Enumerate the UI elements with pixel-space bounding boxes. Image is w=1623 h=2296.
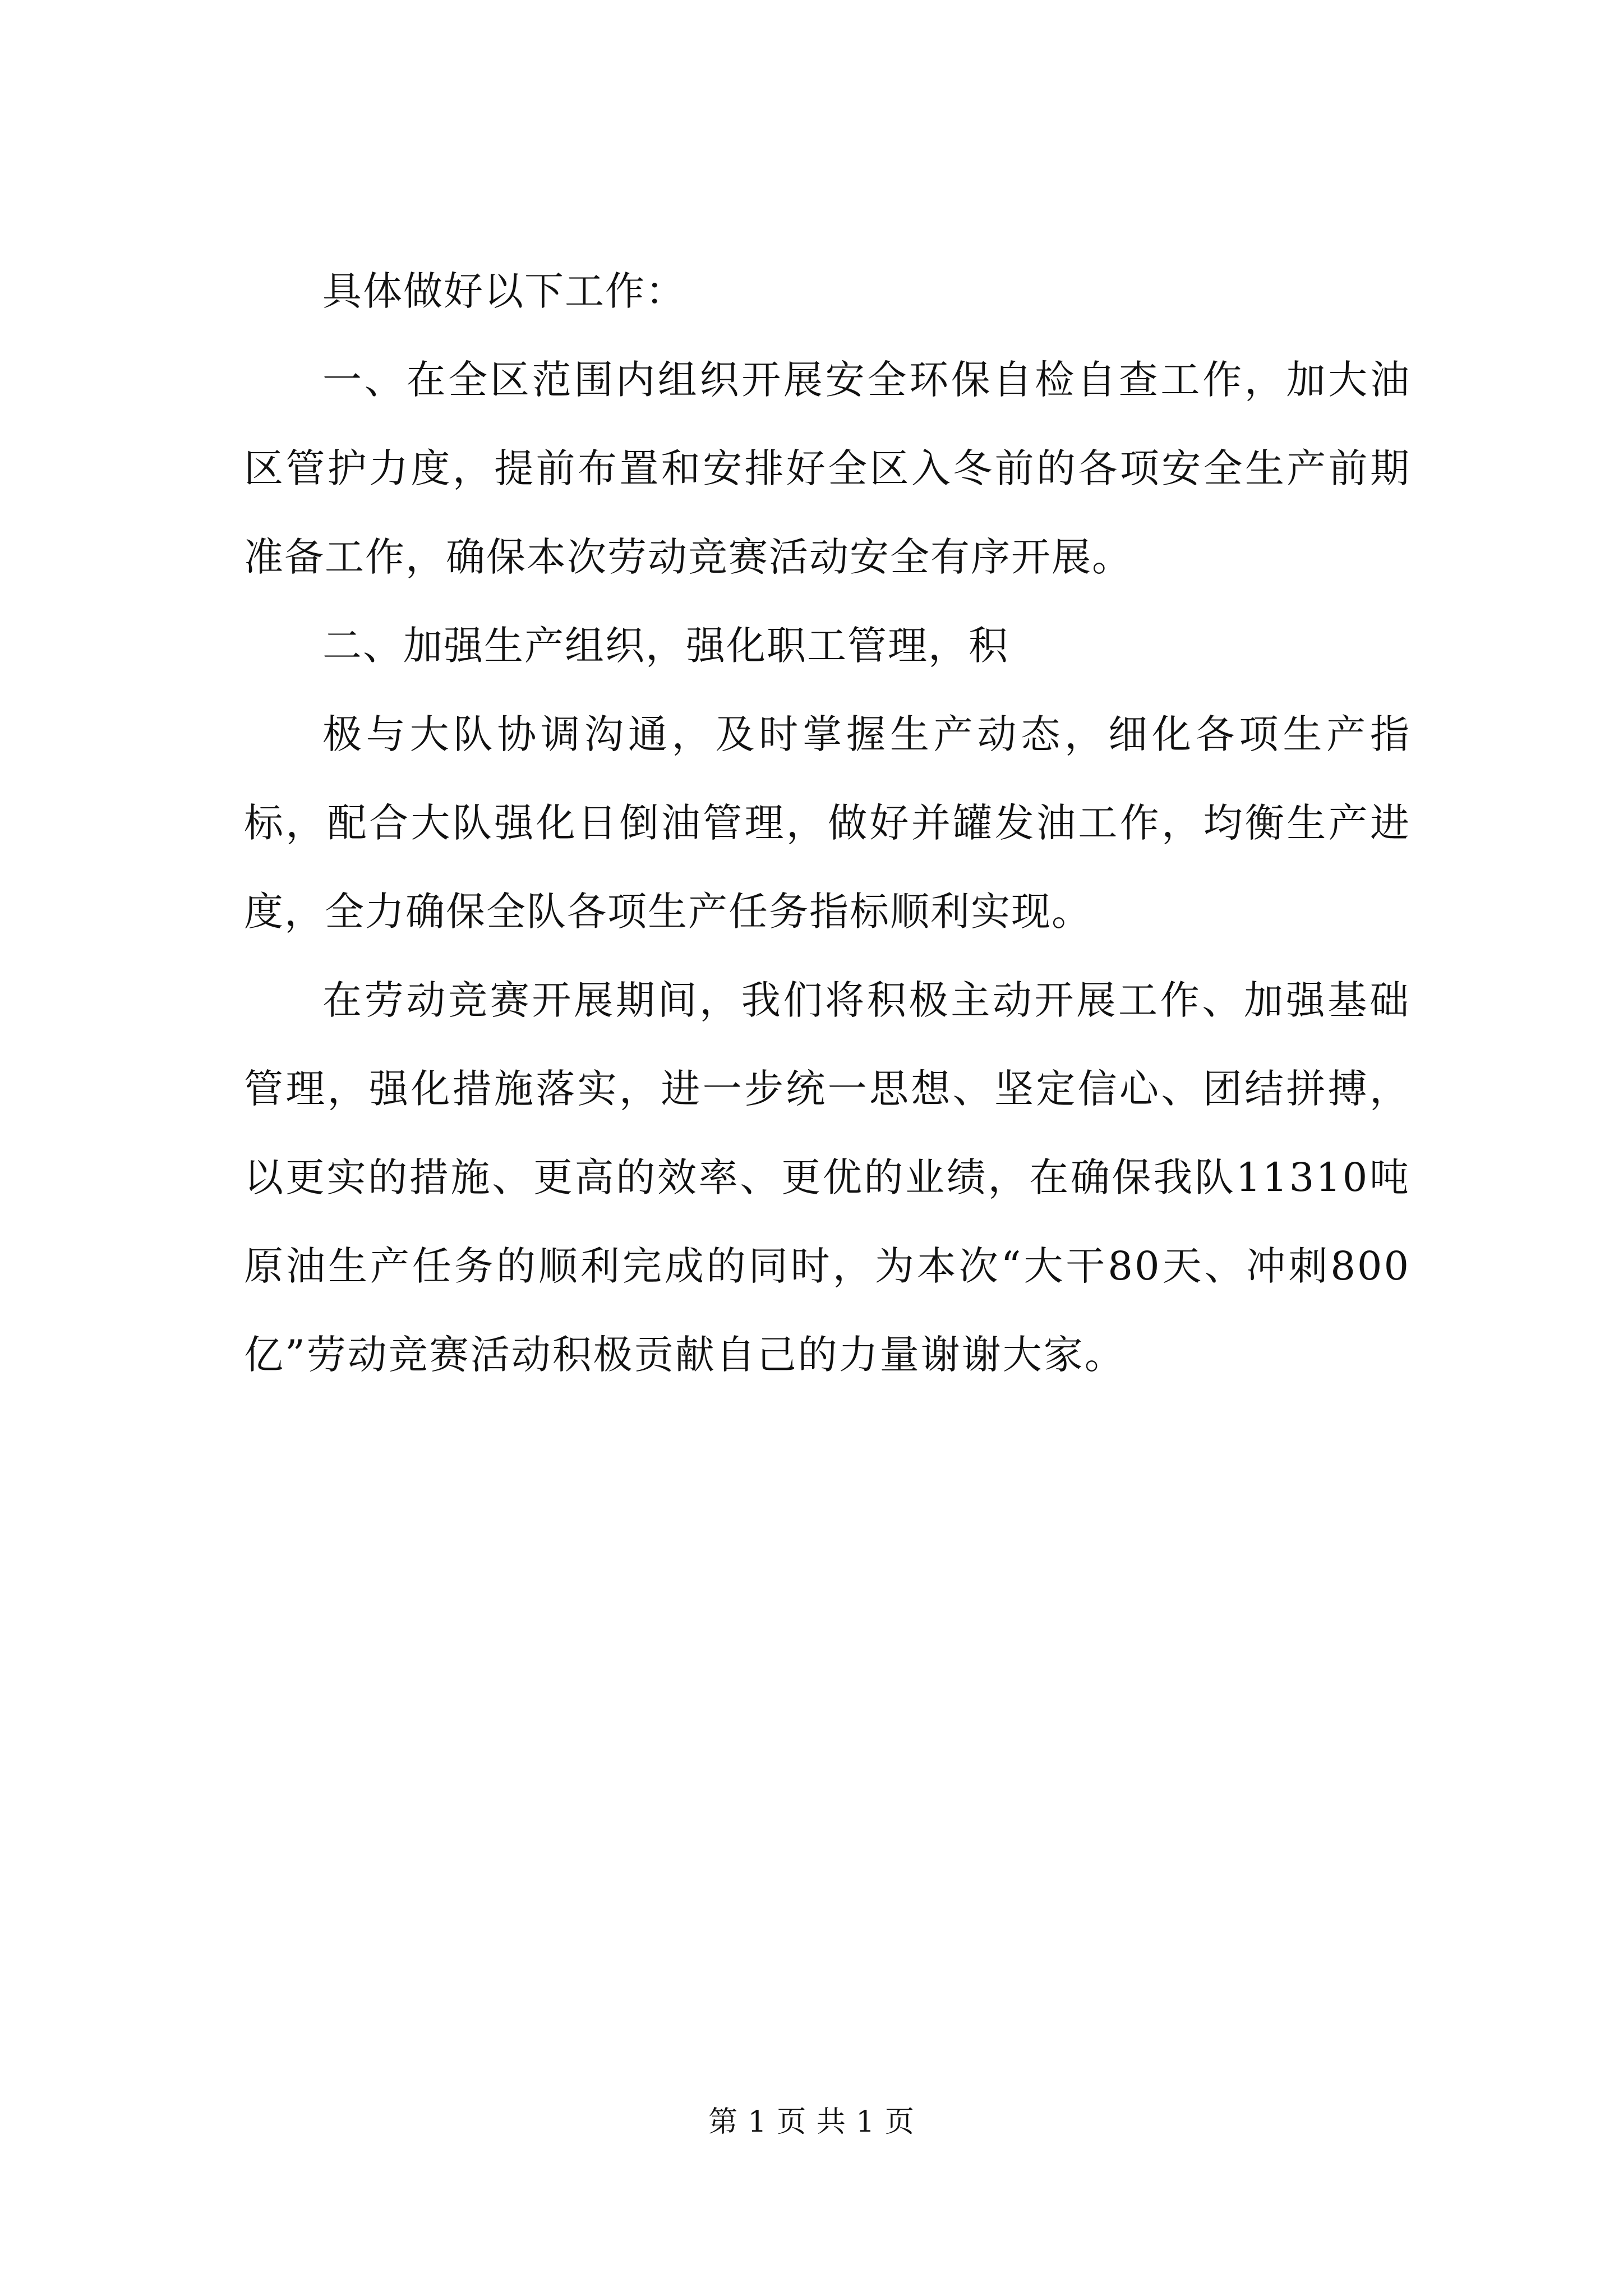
- paragraph-intro: 具体做好以下工作：: [322, 268, 686, 314]
- paragraph-item-one: 一、在全区范围内组织开展安全环保自检自查工作，加大油区管护力度，提前布置和安排好全区入冬前的各项安全生产前期准备工作，确保本次劳动竞赛活动安全有序开展。: [244, 357, 1410, 580]
- paragraph-closing: 在劳动竞赛开展期间，我们将积极主动开展工作、加强基础管理，强化措施落实，进一步统一思想、坚定信心、团结拼搏，以更实的措施、更高的效率、更优的业绩，在确保我队11310吨原油生产任务的顺利完成的同时，为本次“大干80天、冲刺800亿”劳动竞赛活动积极贡献自己的力量谢谢大家。: [244, 977, 1410, 1378]
- page-number-footer: 第 1 页 共 1 页: [708, 2105, 915, 2139]
- paragraph-item-two-body: 极与大队协调沟通，及时掌握生产动态，细化各项生产指标，配合大队强化日倒油管理，做好并罐发油工作，均衡生产进度，全力确保全队各项生产任务指标顺利实现。: [244, 711, 1410, 935]
- paragraph-item-two-heading: 二、加强生产组织，强化职工管理，积: [322, 623, 1009, 669]
- document-body: [244, 247, 1410, 1399]
